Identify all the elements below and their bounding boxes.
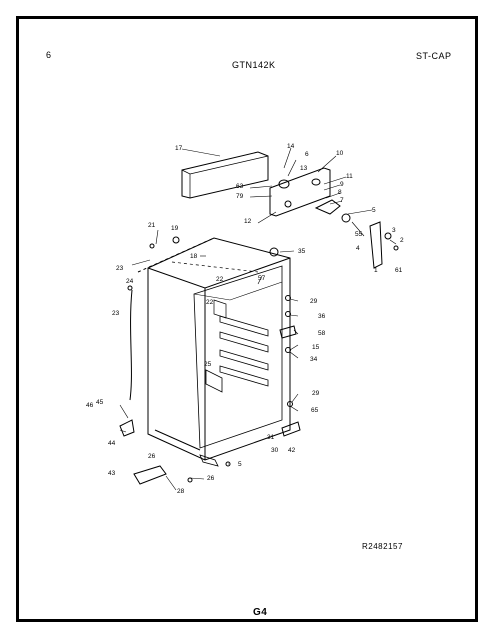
callout-label: 1	[374, 267, 378, 274]
callout-label: 4	[356, 245, 360, 252]
callout-label: 57	[258, 275, 266, 282]
callout-label: 44	[108, 440, 116, 447]
callout-label: 29	[310, 298, 318, 305]
model-number: GTN142K	[232, 60, 276, 70]
callout-labels	[86, 143, 404, 495]
lower-hinge-part	[134, 466, 166, 484]
callout-label: 15	[312, 344, 320, 351]
callout-label: 79	[236, 193, 244, 200]
control-panel-part	[270, 168, 330, 216]
callout-label: 31	[267, 434, 275, 441]
top-cover-part	[182, 152, 268, 198]
callout-label: 26	[148, 453, 156, 460]
leveler-part	[282, 422, 300, 436]
callout-label: 13	[300, 165, 308, 172]
callout-label: 5	[238, 461, 242, 468]
callout-label: 7	[340, 197, 344, 204]
page-code: G4	[253, 607, 268, 618]
cabinet-shell	[138, 238, 290, 466]
section-code: ST-CAP	[416, 51, 452, 61]
callout-label: 30	[271, 447, 279, 454]
callout-label: 14	[287, 143, 295, 150]
callout-label: 11	[346, 173, 353, 180]
door-stop-part	[120, 420, 134, 436]
callout-label: 45	[96, 399, 104, 406]
callout-label: 34	[310, 356, 318, 363]
callout-label: 58	[318, 330, 326, 337]
callout-label: 46	[86, 402, 94, 409]
callout-label: 17	[175, 145, 183, 152]
callout-label: 6	[305, 151, 309, 158]
callout-label: 61	[395, 267, 403, 274]
callout-label: 35	[298, 248, 306, 255]
callout-label: 21	[148, 222, 156, 229]
callout-label: 25	[204, 361, 212, 368]
callout-label: 5	[372, 207, 376, 214]
callout-label: 2	[400, 237, 404, 244]
callout-label: 43	[108, 470, 116, 477]
callout-label: 10	[336, 150, 344, 157]
callout-label: 63	[236, 183, 244, 190]
callout-label: 23	[116, 265, 124, 272]
drain-tube-part	[130, 290, 132, 400]
page-number: 6	[46, 50, 52, 60]
callout-label: 3	[392, 227, 396, 234]
callout-label: 29	[312, 390, 320, 397]
callout-label: 28	[177, 488, 185, 495]
callout-label: 18	[190, 253, 198, 260]
callout-label: 23	[112, 310, 120, 317]
callout-label: 8	[338, 189, 342, 196]
callout-label: 22	[216, 276, 224, 283]
callout-label: 19	[171, 225, 179, 232]
callout-label: 65	[311, 407, 319, 414]
callout-label: 12	[244, 218, 252, 225]
callout-label: 9	[340, 181, 344, 188]
callout-label: 36	[318, 313, 326, 320]
callout-label: 42	[288, 447, 296, 454]
callout-label: 24	[126, 278, 134, 285]
callout-label: 26	[207, 475, 215, 482]
reference-code: R2482157	[362, 542, 403, 551]
callout-label: 22	[206, 299, 214, 306]
callout-label: 55	[355, 231, 363, 238]
